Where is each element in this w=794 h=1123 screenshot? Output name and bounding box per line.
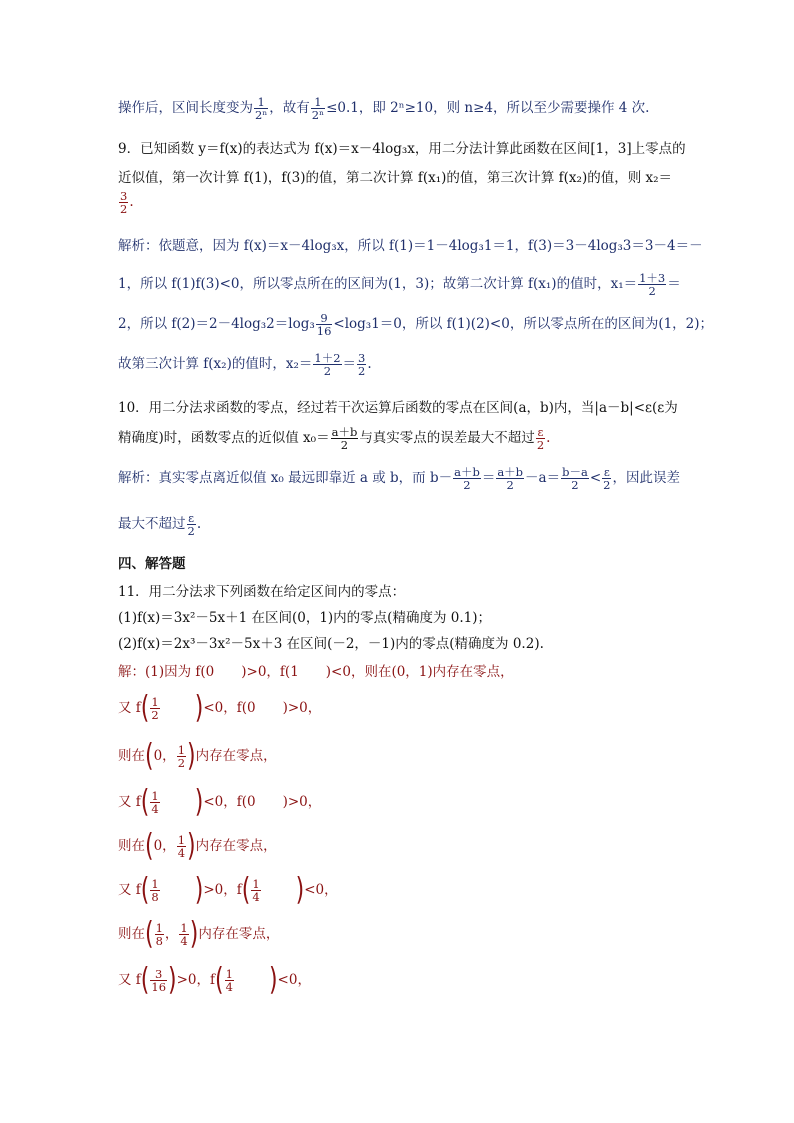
text: 操作后，区间长度变为 xyxy=(118,100,253,117)
text: < xyxy=(589,470,602,487)
answer-row: 又 f( $\frac{1}{8}$ )>0，f( $\frac{1}{4}$ )<0， xyxy=(118,872,338,908)
numerator: 1 xyxy=(177,833,186,847)
text: 又 f xyxy=(118,700,141,717)
denominator: 2 xyxy=(506,478,514,493)
denominator: 2 xyxy=(323,364,332,379)
question-9-answer xyxy=(118,190,134,215)
numerator: 1 xyxy=(180,921,188,935)
denominator: 4 xyxy=(180,934,188,949)
fraction xyxy=(357,352,366,377)
numerator: 1 xyxy=(151,877,159,891)
solution-10-line-2 xyxy=(118,512,201,537)
solution-9-line-1: 解析：依题意，因为 f(x)＝x－4log₃x，所以 f(1)＝1－4log₃1＝1，f(3)＝3－4log₃3＝3－4＝－ xyxy=(118,238,703,254)
denominator: 4 xyxy=(225,980,233,995)
solution-9-line-3 xyxy=(118,312,713,337)
answer-row: 又 f( $\frac{3}{16}$ )>0，f( $\frac{1}{4}$ )<0， xyxy=(118,962,311,998)
question-11-title: 11．用二分法求下列函数在给定区间内的零点： xyxy=(118,584,406,600)
text: . xyxy=(367,356,372,373)
numerator: 1 xyxy=(254,96,268,109)
fraction xyxy=(251,878,260,903)
denominator: 8 xyxy=(151,890,159,905)
solution-10-line-1 xyxy=(118,466,680,491)
text: 又 f xyxy=(118,882,141,899)
numerator: 3 xyxy=(120,189,128,203)
fraction xyxy=(177,834,186,859)
text: ＝ xyxy=(342,356,357,373)
text: 又 f xyxy=(118,972,141,989)
text: >0，f xyxy=(203,882,242,899)
text: 精确度)时，函数零点的近似值 x₀＝ xyxy=(118,430,330,447)
denominator: 2 xyxy=(358,364,366,379)
numerator: 1 xyxy=(177,743,186,757)
numerator: a＋b xyxy=(454,465,480,479)
fraction xyxy=(311,96,325,121)
denominator: 2 xyxy=(571,478,579,493)
text: 与真实零点的误差最大不超过 xyxy=(359,430,535,447)
text: 又 f xyxy=(118,794,141,811)
text: 内存在零点， xyxy=(198,926,280,943)
fraction xyxy=(150,968,167,993)
answer-row: 又 f( $\frac{1}{4}$ )<0，f(0 )>0， xyxy=(118,784,322,820)
numerator: 1 xyxy=(155,921,163,935)
text: ，故有 xyxy=(269,100,310,117)
solution-9-line-4 xyxy=(118,352,372,377)
text: 则在 xyxy=(118,838,145,855)
numerator: 1 xyxy=(151,695,159,709)
answer-line-1: 解：(1)因为 f(0 )>0，f(1 )<0，则在(0，1)内存在零点， xyxy=(118,664,514,680)
fraction xyxy=(331,426,359,451)
fraction xyxy=(254,96,268,121)
text: 则在 xyxy=(118,926,145,943)
denominator: 2 xyxy=(648,284,656,299)
text: ≤0.1，即 2ⁿ≥10，则 n≥4，所以至少需要操作 4 次. xyxy=(326,100,650,117)
text: 则在 xyxy=(118,748,145,765)
question-9-line-1: 9．已知函数 y＝f(x)的表达式为 f(x)＝x－4log₃x，用二分法计算此函数在区间[1，3]上零点的 xyxy=(118,141,686,157)
text: <0，f(0 )>0， xyxy=(203,794,322,811)
denominator: 8 xyxy=(155,934,163,949)
denominator: 2 xyxy=(536,438,545,453)
denominator: 4 xyxy=(252,890,260,905)
denominator: 16 xyxy=(151,980,167,995)
text: 故第三次计算 f(x₂)的值时，x₂＝ xyxy=(118,356,313,373)
denominator: 2 xyxy=(120,202,128,217)
denominator: 2 xyxy=(187,524,195,539)
text: <0，f(0 )>0， xyxy=(203,700,322,717)
denominator: 4 xyxy=(177,846,186,861)
numerator: 1＋3 xyxy=(639,271,666,285)
denominator: 2 xyxy=(151,708,159,723)
fraction xyxy=(150,696,159,721)
question-11-part-2: (2)f(x)＝2x³－3x²－5x＋3 在区间(－2，－1)内的零点(精确度为 0.2). xyxy=(118,636,544,652)
fraction xyxy=(187,512,196,537)
text: 内存在零点， xyxy=(195,838,277,855)
text: >0，f xyxy=(176,972,216,989)
question-10-line-2 xyxy=(118,426,550,451)
denominator: 2 xyxy=(340,438,349,453)
answer-row: 则在( $\frac{1}{8}$ ， $\frac{1}{4}$ )内存在零点， xyxy=(118,916,280,952)
numerator: 1＋2 xyxy=(314,351,341,365)
answer-row: 则在(0， $\frac{1}{2}$ )内存在零点， xyxy=(118,738,277,774)
question-9-line-2 xyxy=(118,170,672,188)
fraction xyxy=(496,466,524,491)
answer-row: 则在(0， $\frac{1}{4}$ )内存在零点， xyxy=(118,828,277,864)
text: 最大不超过 xyxy=(118,516,186,533)
text: 0， xyxy=(153,748,176,765)
question-11-part-1: (1)f(x)＝3x²－5x＋1 在区间(0，1)内的零点(精确度为 0.1)； xyxy=(118,610,491,626)
text: ，因此误差 xyxy=(612,470,680,487)
text: ＝ xyxy=(481,470,496,487)
section-heading: 四、解答题 xyxy=(118,556,186,572)
text: <0， xyxy=(304,882,338,899)
numerator: 3 xyxy=(150,968,167,981)
denominator: 4 xyxy=(151,802,159,817)
text: <log₃1＝0，所以 f(1)(2)<0，所以零点所在的区间为(1，2)； xyxy=(333,316,714,333)
numerator: a＋b xyxy=(331,425,358,439)
fraction xyxy=(155,922,164,947)
numerator: a＋b xyxy=(497,465,524,479)
fraction xyxy=(119,190,128,215)
fraction xyxy=(316,312,333,337)
question-10-line-1: 10．用二分法求函数的零点，经过若干次运算后函数的零点在区间(a，b)内，当|a－b|<ε(ε为 xyxy=(118,400,678,416)
numerator: 3 xyxy=(358,351,366,365)
fraction xyxy=(602,466,611,491)
text: 内存在零点， xyxy=(195,748,277,765)
numerator: 1 xyxy=(225,967,233,981)
numerator: 1 xyxy=(252,877,260,891)
fraction xyxy=(638,272,666,297)
fraction xyxy=(150,878,159,903)
solution-9-line-2 xyxy=(118,272,681,297)
denominator: 2 xyxy=(177,756,186,771)
numerator: ε xyxy=(537,425,544,439)
text: . xyxy=(196,516,202,533)
fraction xyxy=(561,466,589,491)
denominator: 16 xyxy=(316,324,332,339)
numerator: ε xyxy=(188,511,195,525)
answer-row: 又 f( $\frac{1}{2}$ )<0，f(0 )>0， xyxy=(118,690,322,726)
numerator: b－a xyxy=(562,465,588,479)
fraction xyxy=(453,466,481,491)
text: 0， xyxy=(153,838,176,855)
numerator: 1 xyxy=(311,96,325,109)
fraction xyxy=(177,744,186,769)
text: －a＝ xyxy=(525,470,561,487)
numerator: ε xyxy=(603,465,610,479)
text: <0， xyxy=(277,972,311,989)
text: 2，所以 f(2)＝2－4log₃2＝log₃ xyxy=(118,316,315,333)
denominator: 2ⁿ xyxy=(311,108,325,123)
fraction xyxy=(225,968,234,993)
solution-continuation xyxy=(118,96,649,121)
text: ， xyxy=(164,926,179,943)
numerator: 9 xyxy=(316,312,333,325)
fraction xyxy=(150,790,159,815)
text: 近似值，第一次计算 f(1)，f(3)的值，第二次计算 f(x₁)的值，第三次计算 f(x₂)的值，则 x₂＝ xyxy=(118,170,673,186)
denominator: 2ⁿ xyxy=(255,108,268,123)
text: 1，所以 f(1)f(3)<0，所以零点所在的区间为(1，3)；故第二次计算 f(x₁)的值时，x₁＝ xyxy=(118,276,638,293)
text: . xyxy=(129,194,134,211)
fraction xyxy=(179,922,188,947)
numerator: 1 xyxy=(151,789,159,803)
text: ＝ xyxy=(667,276,681,293)
text: 解析：真实零点离近似值 x₀ 最远即靠近 a 或 b，而 b－ xyxy=(118,470,453,487)
denominator: 2 xyxy=(463,478,471,493)
fraction xyxy=(536,426,545,451)
denominator: 2 xyxy=(603,478,611,493)
text: . xyxy=(546,430,551,447)
fraction xyxy=(313,352,341,377)
